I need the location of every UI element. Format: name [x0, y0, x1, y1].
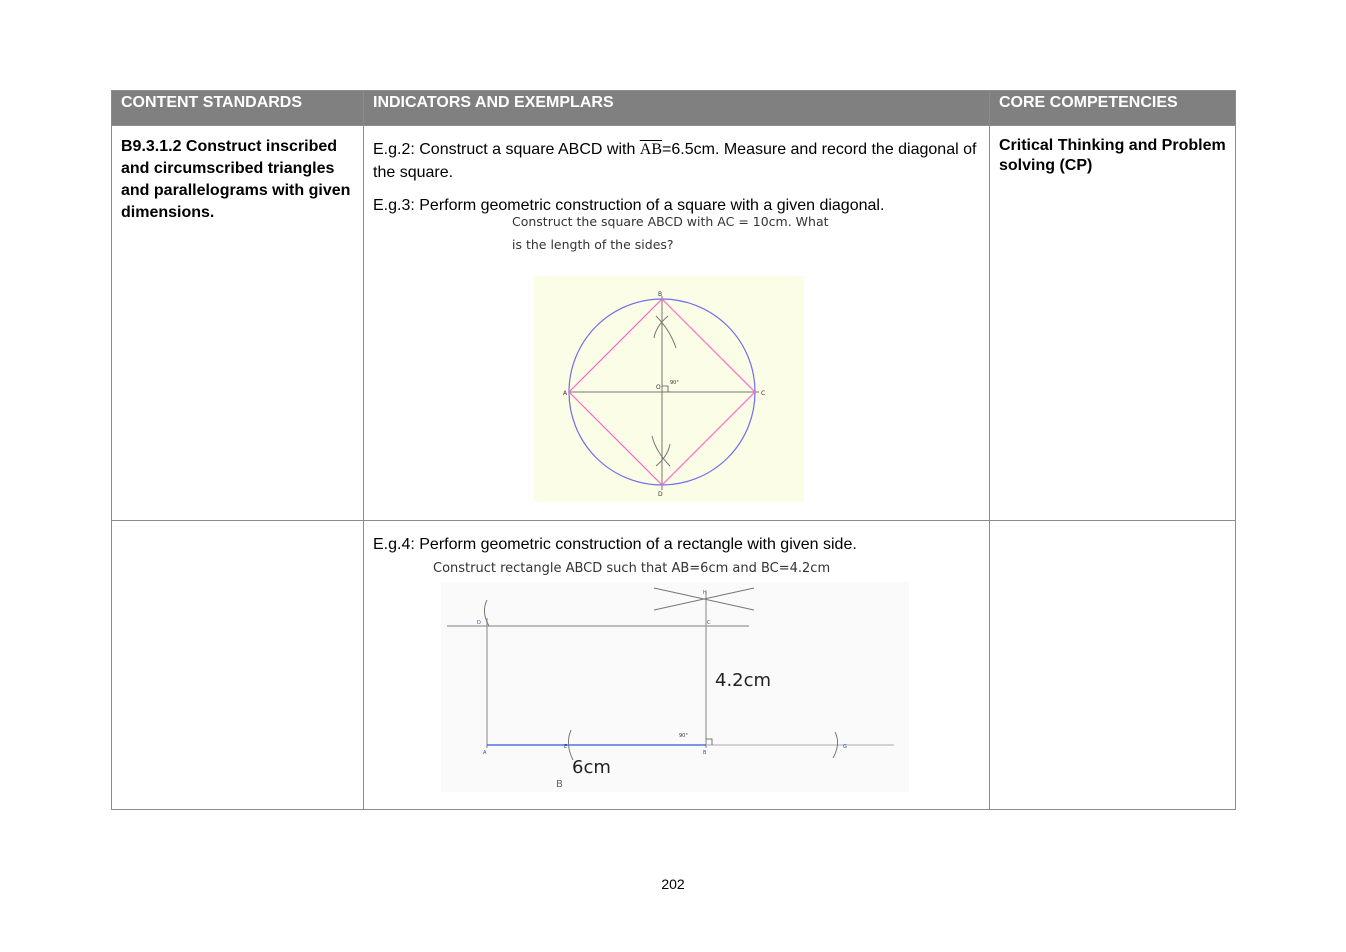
table-row: [112, 126, 1236, 521]
label-h: H: [703, 590, 707, 596]
core-competency-cell: Critical Thinking and Problem solving (CP): [990, 126, 1236, 521]
figure-background: [534, 276, 804, 502]
label-g: G: [843, 744, 847, 750]
exemplar-eg4: E.g.4: Perform geometric construction of a rectangle with given side.: [373, 536, 857, 553]
content-standard-cell-empty: [112, 521, 364, 810]
square-diagram: [534, 276, 804, 502]
rectangle-diagram: [439, 582, 919, 797]
figure-caption: Construct rectangle ABCD such that AB=6cm and BC=4.2cm: [433, 561, 831, 576]
header-row: [112, 91, 1236, 126]
exemplar-eg2: [373, 138, 980, 184]
label-a: A: [483, 750, 487, 756]
label-d: D: [658, 491, 663, 498]
label-c: C: [761, 390, 766, 397]
curriculum-table: [111, 90, 1236, 810]
figure-caption-line2: is the length of the sides?: [512, 237, 674, 252]
header-core-competencies: CORE COMPETENCIES: [990, 91, 1236, 126]
label-o: O: [656, 384, 661, 391]
side-length-label: 4.2cm: [715, 670, 772, 691]
base-b-label: B: [556, 779, 563, 790]
header-indicators: INDICATORS AND EXEMPLARS: [364, 91, 990, 126]
table-row: [112, 521, 1236, 810]
indicators-cell: [364, 126, 990, 521]
exemplar-eg3: E.g.3: Perform geometric construction of a square with a given diagonal.: [373, 197, 885, 214]
square-construction-figure: [512, 214, 829, 506]
angle-label: 90°: [670, 380, 679, 386]
angle-label: 90°: [679, 733, 688, 739]
vector-ab: $\overline{AB}$: [639, 141, 663, 158]
page-number: 202: [661, 876, 685, 892]
eg2-text-end: =6.5cm. Measure and record the diagonal of the square.: [373, 141, 977, 181]
content-standard-cell: B9.3.1.2 Construct inscribed and circumscribed triangles and parallelograms with given dimensions.: [112, 126, 364, 521]
label-c: C: [707, 620, 711, 626]
label-d: D: [477, 620, 481, 626]
label-b: B: [703, 750, 707, 756]
figure-caption-line1: Construct the square ABCD with AC = 10cm. What: [512, 214, 829, 229]
indicators-cell: [364, 521, 990, 810]
label-b: B: [658, 291, 663, 298]
rectangle-construction-figure: [433, 558, 919, 798]
label-a: A: [563, 390, 568, 397]
base-length-label: 6cm: [572, 757, 611, 778]
label-e: E: [564, 744, 568, 750]
core-competency-cell-empty: [990, 521, 1236, 810]
eg2-text: E.g.2: Construct a square ABCD with: [373, 141, 640, 158]
header-content-standards: CONTENT STANDARDS: [112, 91, 364, 126]
figure-background: [441, 582, 909, 792]
